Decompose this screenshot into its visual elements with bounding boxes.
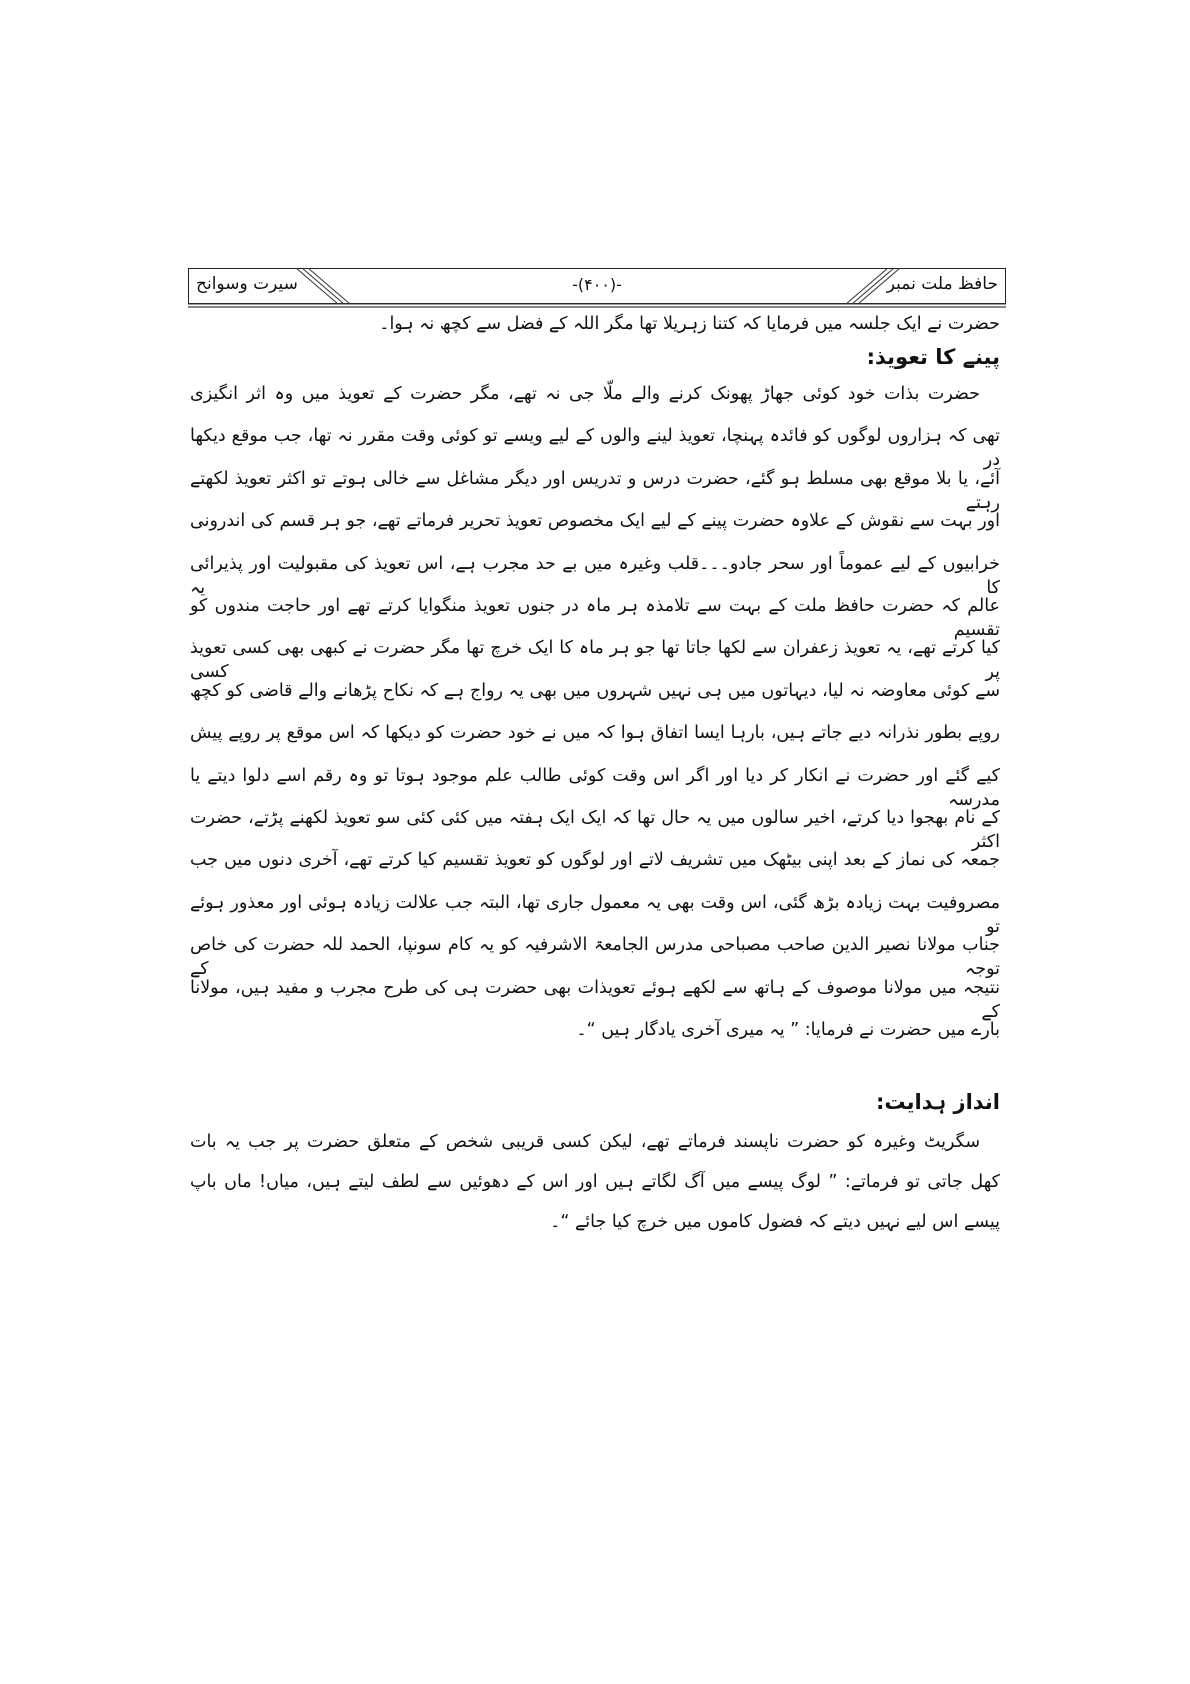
paragraph-line: سگریٹ وغیرہ کو حضرت ناپسند فرماتے تھے، لیکن کسی قریبی شخص کے متعلق حضرت پر جب یہ بات: [190, 1132, 980, 1152]
paragraph-line: روپے بطور نذرانہ دیے جاتے ہیں، بارہا ایسا اتفاق ہوا کہ میں نے خود حضرت کو دیکھا کہ اس موقع پر روپے پیش: [190, 723, 1000, 744]
paragraph-line: کیے گئے اور حضرت نے انکار کر دیا اور اگر اس وقت کوئی طالب علم موجود ہوتا تو وہ رقم اسے دلوا دیتے یا مدرسہ: [190, 765, 1000, 810]
paragraph-line: عالم کہ حضرت حافظ ملت کے بہت سے تلامذہ ہر ماہ در جنوں تعویذ منگوایا کرتے تھے اور حاجت مندوں کو تقسیم: [190, 596, 1000, 640]
paragraph-line: کھل جاتی تو فرماتے: ” لوگ پیسے میں آگ لگاتے ہیں اور اس کے دھوئیں سے لطف لیتے ہیں، میاں! ماں باپ: [190, 1172, 1000, 1192]
section-heading: پینے کا تعویذ:: [866, 345, 1000, 369]
paragraph-line: بارے میں حضرت نے فرمایا: ” یہ میری آخری یادگار ہیں “۔: [576, 1020, 1000, 1040]
paragraph-line: کیا کرتے تھے، یہ تعویذ زعفران سے لکھا جاتا تھا جو ہر ماہ کا ایک خرچ تھا مگر حضرت نے کبھی بھی کسی تعویذ پر کسی: [190, 638, 1000, 683]
paragraph-line: تھی کہ ہزاروں لوگوں کو فائدہ پہنچا، تعویذ لینے والوں کے لیے ویسے تو کوئی وقت مقرر نہ تھا، جب موقع دیکھا در: [190, 426, 1000, 471]
paragraph-line: نتیجہ میں مولانا موصوف کے ہاتھ سے لکھے ہوئے تعویذات بھی حضرت ہی کی طرح مجرب و مفید ہیں، مولانا کے: [190, 977, 1000, 1022]
paragraph-line: جناب مولانا نصیر الدین صاحب مصباحی مدرس الجامعۃ الاشرفیہ کو یہ کام سونپا، الحمد للہ حضرت کی خاص توجہ کے: [190, 935, 1000, 980]
page-header: [188, 268, 1006, 306]
paragraph-line: حضرت بذات خود کوئی جھاڑ پھونک کرنے والے ملّا جی نہ تھے، مگر حضرت کے تعویذ میں وہ اثر انگیزی: [190, 384, 980, 404]
section-heading: انداز ہدایت:: [876, 1090, 1000, 1114]
paragraph-line: اور بہت سے نقوش کے علاوہ حضرت پینے کے لیے ایک مخصوص تعویذ تحریر فرماتے تھے، جو ہر قسم کی اندرونی: [190, 511, 1000, 532]
paragraph-line: کے نام بھجوا دیا کرتے، اخیر سالوں میں یہ حال تھا کہ ایک ایک ہفتہ میں کئی کئی سو تعویذ لکھنے پڑتے، حضرت اکثر: [190, 808, 1000, 852]
header-journal-title: حافظ ملت نمبر: [886, 274, 998, 294]
paragraph-line: جمعہ کی نماز کے بعد اپنی بیٹھک میں تشریف لاتے اور لوگوں کو تعویذ تقسیم کیا کرتے تھے، آخری دنوں میں جب: [190, 850, 1000, 871]
paragraph-line: مصروفیت بہت زیادہ بڑھ گئی، اس وقت بھی یہ معمول جاری تھا، البتہ جب علالت زیادہ ہوئی اور معذور ہوئے تو: [190, 892, 1000, 937]
paragraph-line: آئے، یا بلا موقع بھی مسلط ہو گئے، حضرت درس و تدریس اور دیگر مشاغل سے خالی ہوتے تو اکثر تعویذ لکھتے رہتے: [190, 468, 1000, 513]
header-section-title: سیرت وسوانح: [196, 274, 298, 294]
intro-line: حضرت نے ایک جلسہ میں فرمایا کہ کتنا زہریلا تھا مگر اللہ کے فضل سے کچھ نہ ہوا۔: [379, 314, 1000, 334]
paragraph-line: خرابیوں کے لیے عموماً اور سحر جادو۔۔۔قلب وغیرہ میں بے حد مجرب ہے، اس تعویذ کی مقبولیت اور پذیرائی کا یہ: [190, 553, 1000, 598]
page-number: -(۴۰۰)-: [572, 275, 622, 294]
paragraph-line: پیسے اس لیے نہیں دیتے کہ فضول کاموں میں خرچ کیا جائے “۔: [550, 1212, 1000, 1232]
paragraph-line: سے کوئی معاوضہ نہ لیا، دیہاتوں میں ہی نہیں شہروں میں بھی یہ رواج ہے کہ نکاح پڑھانے والے قاضی کو کچھ: [190, 680, 1000, 701]
